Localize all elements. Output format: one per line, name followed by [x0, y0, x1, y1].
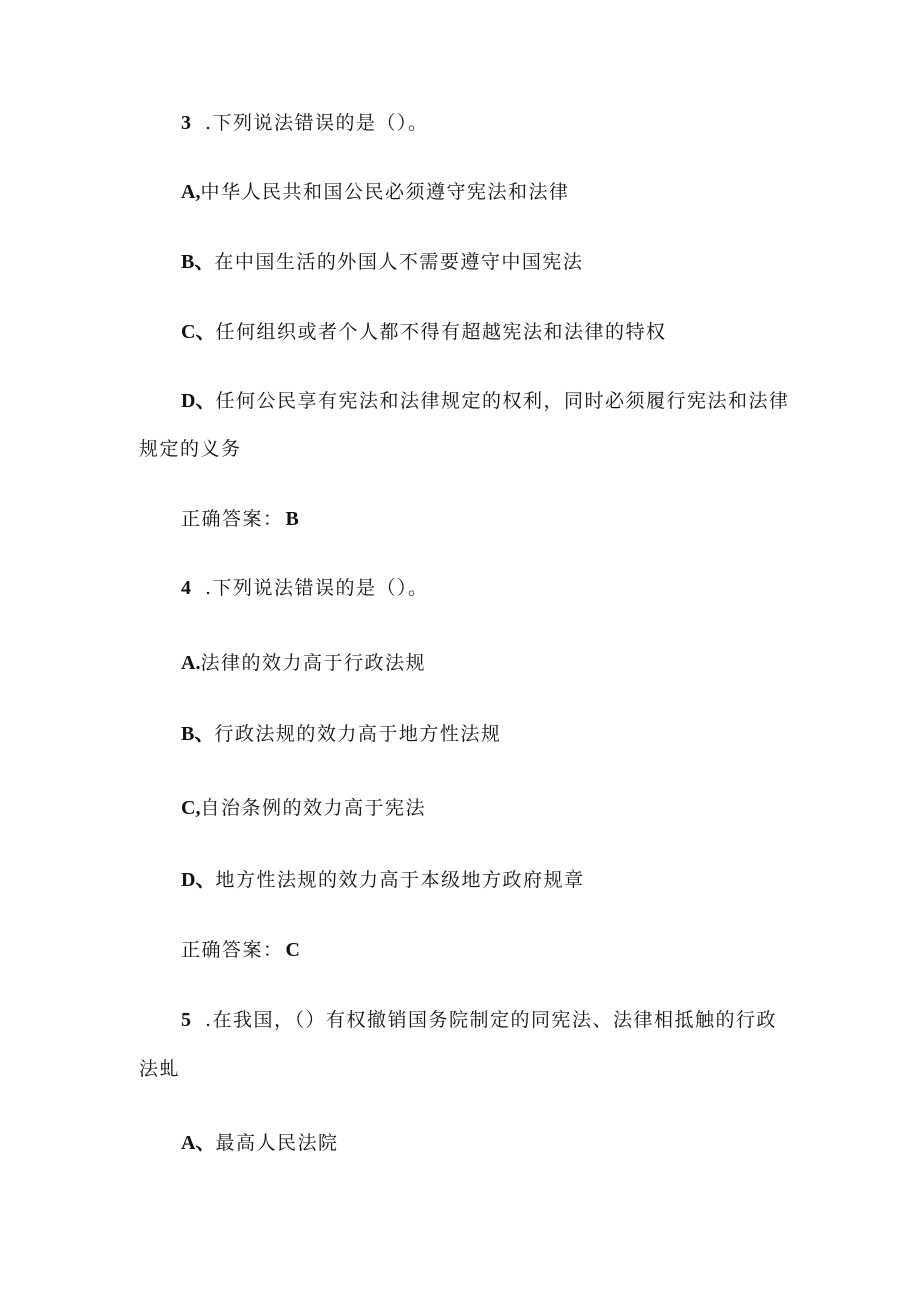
option-text: 法律的效力高于行政法规 [200, 652, 426, 674]
question-4-option-d [181, 868, 584, 892]
question-3-option-a [181, 180, 569, 204]
option-label: D、 [181, 869, 216, 891]
answer-value: B [285, 508, 301, 530]
option-text: 中华人民共和国公民必须遵守宪法和法律 [200, 181, 570, 203]
question-4-option-b [181, 722, 501, 746]
question-3-option-b [181, 250, 583, 274]
question-3-option-d-continued [139, 437, 242, 461]
question-text: .下列说法错误的是（）。 [205, 577, 429, 599]
option-label: A. [181, 652, 201, 674]
option-text: 任何组织或者个人都不得有超越宪法和法律的特权 [215, 321, 667, 343]
question-4-option-a [181, 651, 426, 675]
option-text: 最高人民法院 [215, 1132, 339, 1154]
option-text: 在中国生活的外国人不需要遵守中国宪法 [214, 251, 584, 273]
question-4-stem [181, 576, 429, 600]
question-4-option-c [181, 796, 426, 820]
option-text: 任何公民享有宪法和法律规定的权利，同时必须履行宪法和法律 [215, 390, 790, 412]
question-text: .下列说法错误的是（）。 [205, 112, 429, 134]
option-label: B、 [181, 723, 215, 745]
option-text: 地方性法规的效力高于本级地方政府规章 [215, 869, 585, 891]
option-label: B、 [181, 251, 215, 273]
option-label: C、 [181, 321, 216, 343]
option-label: D、 [181, 390, 216, 412]
option-text: 自治条例的效力高于宪法 [200, 797, 426, 819]
option-label: C, [181, 797, 201, 819]
option-text: 行政法规的效力高于地方性法规 [214, 723, 502, 745]
question-4-answer [181, 938, 301, 962]
question-5-stem-continued [139, 1057, 180, 1081]
answer-label: 正确答案： [181, 939, 284, 961]
question-3-option-d [181, 389, 789, 413]
question-number: 3 [181, 112, 191, 134]
question-3-option-c [181, 320, 666, 344]
question-3-stem [181, 111, 429, 135]
question-text-continued: 法虬 [139, 1058, 181, 1080]
option-text-continued: 规定的义务 [139, 438, 242, 460]
question-text: .在我国，（）有权撤销国务院制定的同宪法、法律相抵触的行政 [205, 1009, 778, 1031]
answer-value: C [285, 939, 302, 961]
question-number: 4 [181, 577, 191, 599]
option-label: A, [181, 181, 201, 203]
question-number: 5 [181, 1009, 191, 1031]
question-5-option-a [181, 1131, 338, 1155]
question-3-answer [181, 507, 300, 531]
option-label: A、 [181, 1132, 216, 1154]
question-5-stem [181, 1008, 777, 1032]
answer-label: 正确答案： [181, 508, 284, 530]
